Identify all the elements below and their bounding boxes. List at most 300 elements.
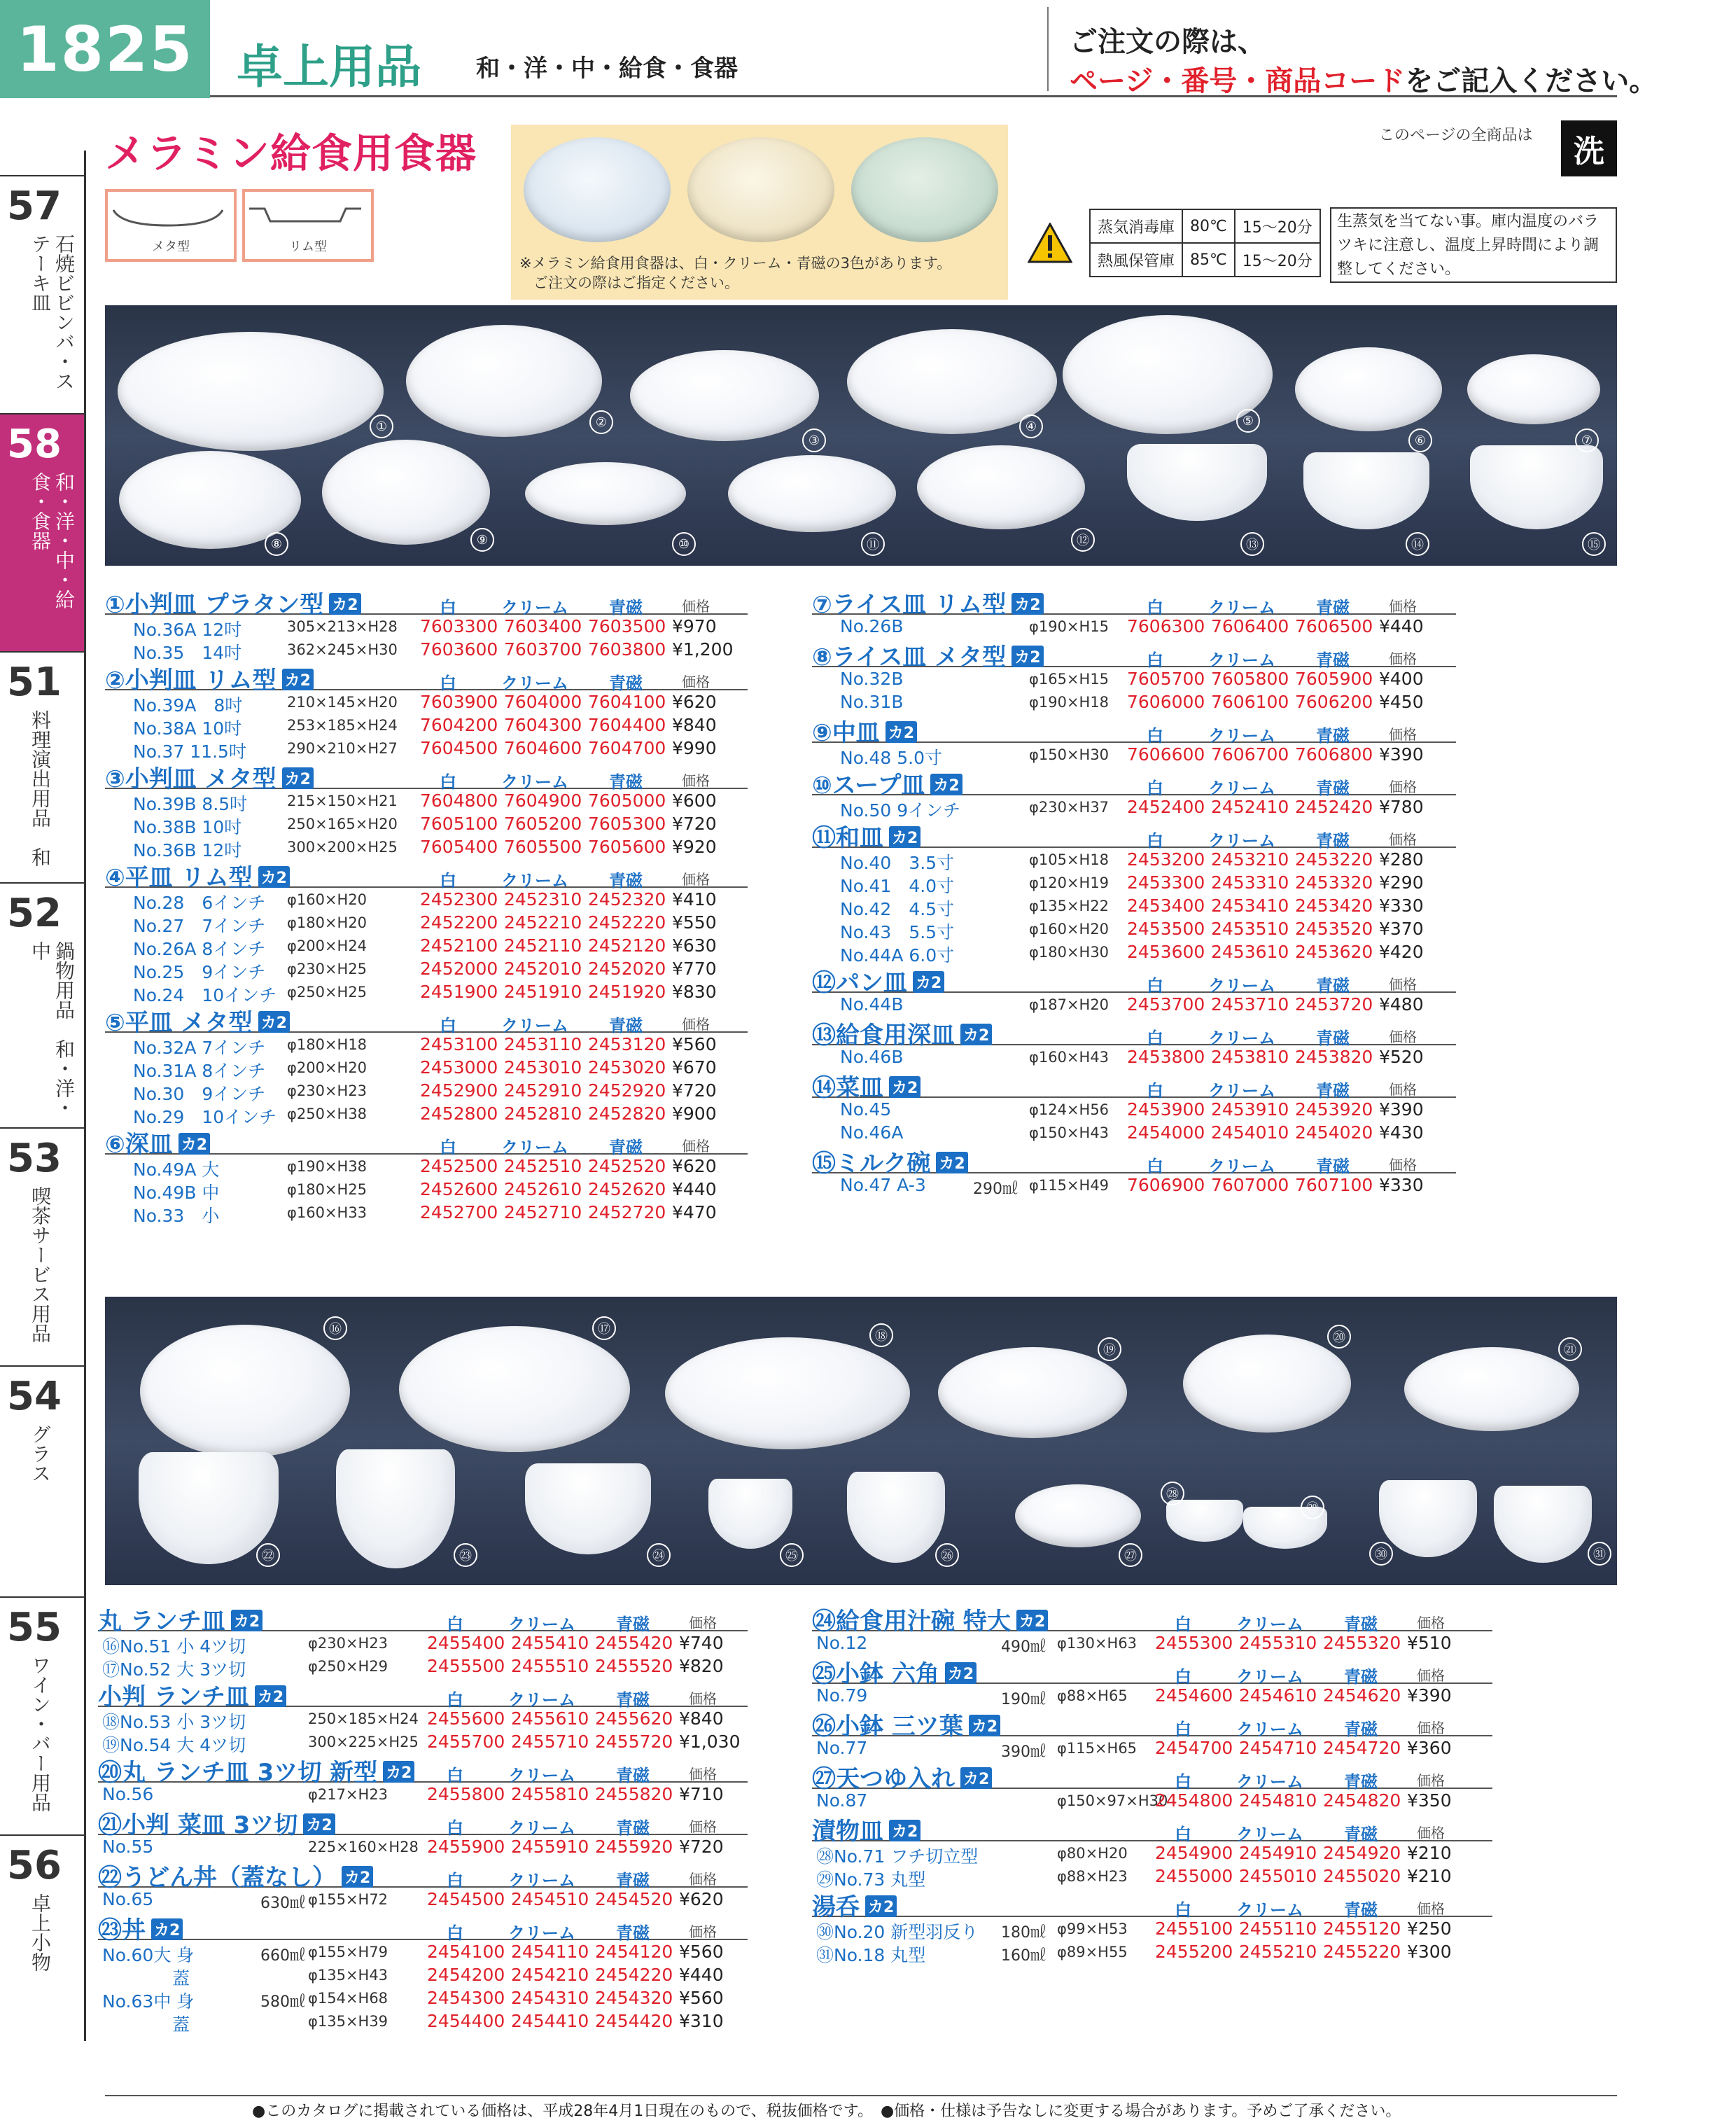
section-title: ①小判皿 プラタン型 カ2 bbox=[105, 585, 361, 620]
sidebar-tab-label: 和・洋・中・給食・食器 bbox=[29, 472, 76, 609]
code-cream: 7606400 bbox=[1211, 616, 1289, 636]
col-cream-header: クリーム bbox=[501, 871, 568, 891]
code-celadon: 2454120 bbox=[595, 1942, 673, 1962]
material-badge: カ2 bbox=[329, 593, 360, 615]
col-celadon-header: 青磁 bbox=[1316, 831, 1350, 851]
code-white: 2452200 bbox=[420, 912, 498, 933]
code-celadon: 7605900 bbox=[1295, 669, 1373, 689]
product-row bbox=[812, 1684, 1492, 1707]
code-celadon: 2455020 bbox=[1323, 1866, 1401, 1886]
col-price-header: 価格 bbox=[1389, 1029, 1417, 1045]
price: ¥840 bbox=[672, 715, 717, 735]
code-cream: 2454610 bbox=[1239, 1685, 1317, 1706]
product-dimensions: φ135×H22 bbox=[1029, 898, 1110, 914]
price: ¥420 bbox=[1379, 942, 1424, 962]
product-row bbox=[812, 1045, 1456, 1068]
bowl-photo bbox=[1127, 444, 1267, 521]
col-white-header: 白 bbox=[1175, 1615, 1191, 1634]
product-row bbox=[812, 940, 1456, 966]
product-number: No.25 9インチ bbox=[133, 962, 266, 982]
code-white: 2455100 bbox=[1155, 1918, 1233, 1939]
col-price-header: 価格 bbox=[1389, 831, 1417, 848]
col-white-header: 白 bbox=[1147, 726, 1163, 746]
photo-number: ⑦ bbox=[1575, 429, 1599, 452]
price: ¥520 bbox=[1379, 1047, 1424, 1067]
product-number: No.87 bbox=[816, 1790, 868, 1811]
section-title: ⑧ライス皿 メタ型 カ2 bbox=[812, 638, 1044, 672]
meta-type-label: メタ型 bbox=[152, 239, 190, 254]
col-cream-header: クリーム bbox=[1208, 831, 1275, 851]
sidebar-tab-number: 54 bbox=[7, 1374, 62, 1419]
section-header bbox=[812, 1888, 1492, 1921]
code-celadon: 2455420 bbox=[595, 1633, 673, 1653]
col-price-header: 価格 bbox=[689, 1690, 717, 1707]
photo-number: ㉘ bbox=[1161, 1482, 1184, 1505]
section-title: ㉓丼 カ2 bbox=[98, 1911, 183, 1945]
price: ¥470 bbox=[672, 1202, 717, 1222]
code-white: 2454500 bbox=[427, 1889, 505, 1909]
code-celadon: 2452520 bbox=[588, 1156, 666, 1176]
col-celadon-header: 青磁 bbox=[1316, 1029, 1350, 1048]
col-cream-header: クリーム bbox=[1236, 1900, 1303, 1920]
code-celadon: 2454520 bbox=[595, 1889, 673, 1909]
code-celadon: 7604400 bbox=[588, 715, 666, 735]
product-dimensions: φ180×H25 bbox=[287, 1181, 368, 1198]
bowl-photo bbox=[1494, 1486, 1592, 1563]
product-dimensions: φ135×H43 bbox=[308, 1967, 388, 1984]
rim-type-diagram bbox=[242, 189, 374, 262]
code-white: 2453900 bbox=[1127, 1099, 1205, 1120]
col-celadon-header: 青磁 bbox=[609, 598, 643, 618]
col-cream-header: クリーム bbox=[1208, 779, 1275, 798]
sidebar-tab-number: 56 bbox=[7, 1843, 62, 1888]
product-number: No.40 3.5寸 bbox=[840, 853, 955, 873]
price: ¥250 bbox=[1407, 1918, 1452, 1939]
material-badge: カ2 bbox=[383, 1761, 414, 1783]
col-celadon-header: 青磁 bbox=[1316, 726, 1350, 746]
section-title: 漬物皿 カ2 bbox=[812, 1812, 920, 1846]
section-header bbox=[812, 1602, 1492, 1636]
order-notice-line2 bbox=[1070, 59, 1657, 99]
code-white: 7606600 bbox=[1127, 744, 1205, 765]
code-white: 7605100 bbox=[420, 814, 498, 834]
col-cream-header: クリーム bbox=[1236, 1720, 1303, 1739]
photo-number: ㉛ bbox=[1588, 1542, 1611, 1566]
product-dimensions: φ160×H20 bbox=[1029, 921, 1110, 938]
material-badge: カ2 bbox=[886, 721, 917, 743]
product-dimensions: φ230×H23 bbox=[287, 1082, 368, 1099]
price: ¥560 bbox=[679, 1942, 724, 1962]
code-white: 7603900 bbox=[420, 692, 498, 712]
material-badge: カ2 bbox=[1016, 1610, 1048, 1631]
product-row bbox=[812, 1098, 1456, 1121]
col-celadon-header: 青磁 bbox=[616, 1818, 650, 1838]
code-celadon: 2455720 bbox=[595, 1732, 673, 1752]
price: ¥1,030 bbox=[679, 1732, 741, 1752]
care-name: 蒸気消毒庫 bbox=[1090, 209, 1182, 243]
product-row bbox=[105, 1102, 748, 1125]
product-volume: 630㎖ bbox=[260, 1895, 305, 1912]
code-celadon: 7605600 bbox=[588, 837, 666, 857]
product-dimensions: φ155×H79 bbox=[308, 1944, 388, 1960]
code-cream: 2452910 bbox=[504, 1080, 582, 1101]
code-celadon: 2453920 bbox=[1295, 1099, 1373, 1120]
price: ¥210 bbox=[1407, 1866, 1452, 1886]
product-number: No.26B bbox=[840, 616, 904, 636]
section-title: ⑫パン皿 カ2 bbox=[812, 963, 944, 998]
col-cream-header: クリーム bbox=[1208, 598, 1275, 618]
code-white: 7604500 bbox=[420, 738, 498, 758]
color-note bbox=[519, 253, 951, 293]
product-dimensions: φ180×H20 bbox=[287, 914, 368, 931]
price: ¥350 bbox=[1407, 1790, 1452, 1811]
code-white: 2451900 bbox=[420, 982, 498, 1002]
material-badge: カ2 bbox=[960, 1024, 992, 1045]
product-dimensions: φ230×H25 bbox=[287, 961, 368, 977]
price: ¥440 bbox=[672, 1179, 717, 1199]
product-row bbox=[812, 848, 1456, 871]
section-header bbox=[812, 1812, 1492, 1846]
section-header bbox=[812, 963, 1456, 997]
code-celadon: 2455820 bbox=[595, 1784, 673, 1804]
product-number: ⑲No.54 大 4ツ切 bbox=[102, 1735, 246, 1755]
product-number: ㉛No.18 丸型 bbox=[816, 1945, 926, 1965]
sidebar-tab-label: ワイン・バー用品 bbox=[29, 1655, 52, 1812]
care-time: 15〜20分 bbox=[1235, 243, 1320, 277]
sidebar-tab-label: 料理演出用品 和 bbox=[29, 710, 52, 867]
col-white-header: 白 bbox=[1175, 1667, 1191, 1687]
product-row bbox=[105, 934, 748, 957]
code-cream: 7605200 bbox=[504, 814, 582, 834]
code-white: 2454600 bbox=[1155, 1685, 1233, 1706]
code-celadon: 2455620 bbox=[595, 1708, 673, 1729]
col-white-header: 白 bbox=[447, 1690, 463, 1710]
section-header bbox=[98, 1806, 748, 1839]
code-white: 7606300 bbox=[1127, 616, 1205, 636]
material-badge: カ2 bbox=[960, 1767, 992, 1789]
photo-number: ⑱ bbox=[869, 1323, 893, 1347]
code-celadon: 2455220 bbox=[1323, 1942, 1401, 1962]
product-volume: 660㎖ bbox=[260, 1947, 305, 1965]
product-row bbox=[812, 795, 1456, 821]
col-white-header: 白 bbox=[1175, 1772, 1191, 1792]
code-white: 2453800 bbox=[1127, 1047, 1205, 1067]
price: ¥330 bbox=[1379, 896, 1424, 916]
material-badge: カ2 bbox=[969, 1715, 1000, 1736]
product-number: No.49A 大 bbox=[133, 1159, 220, 1180]
product-dimensions: φ89×H55 bbox=[1057, 1944, 1128, 1960]
product-number: No.32A 7インチ bbox=[133, 1038, 266, 1058]
code-cream: 7606700 bbox=[1211, 744, 1289, 765]
material-badge: カ2 bbox=[865, 1895, 897, 1917]
dish-photo bbox=[525, 462, 686, 525]
lunch-plate-photo bbox=[140, 1325, 350, 1458]
product-row bbox=[812, 1865, 1492, 1888]
product-number: No.31A 8インチ bbox=[133, 1061, 266, 1081]
product-number: No.39A 8吋 bbox=[133, 695, 243, 716]
code-celadon: 2454320 bbox=[595, 1988, 673, 2008]
col-cream-header: クリーム bbox=[1208, 1029, 1275, 1048]
col-price-header: 価格 bbox=[682, 1138, 710, 1155]
price: ¥710 bbox=[679, 1784, 724, 1804]
code-white: 2453300 bbox=[1127, 872, 1205, 893]
code-celadon: 2455920 bbox=[595, 1837, 673, 1857]
cream-bowl-sample bbox=[687, 137, 834, 242]
col-celadon-header: 青磁 bbox=[1344, 1900, 1378, 1920]
col-cream-header: クリーム bbox=[1208, 976, 1275, 996]
code-cream: 7604600 bbox=[504, 738, 582, 758]
product-number: No.12 bbox=[816, 1633, 868, 1653]
price: ¥480 bbox=[1379, 994, 1424, 1015]
photo-number: ㉔ bbox=[647, 1543, 671, 1567]
product-volume: 490㎖ bbox=[1001, 1638, 1046, 1656]
section-title: ⑬給食用深皿 カ2 bbox=[812, 1016, 992, 1050]
product-dimensions: φ124×H56 bbox=[1029, 1101, 1110, 1118]
product-dimensions: φ115×H65 bbox=[1057, 1740, 1138, 1757]
code-cream: 2455810 bbox=[511, 1784, 589, 1804]
photo-number: ⑫ bbox=[1071, 528, 1095, 552]
product-number: No.42 4.5寸 bbox=[840, 899, 955, 919]
product-row bbox=[98, 1631, 748, 1657]
code-celadon: 2454620 bbox=[1323, 1685, 1401, 1706]
col-price-header: 価格 bbox=[682, 598, 710, 615]
product-volume: 580㎖ bbox=[260, 1993, 305, 2011]
listing-right bbox=[812, 585, 1456, 1197]
product-row bbox=[812, 1789, 1492, 1812]
col-cream-header: クリーム bbox=[508, 1615, 575, 1634]
code-celadon: 2453220 bbox=[1295, 849, 1373, 870]
col-cream-header: クリーム bbox=[1236, 1825, 1303, 1844]
col-celadon-header: 青磁 bbox=[616, 1690, 650, 1710]
product-number: ㉚No.20 新型羽反り bbox=[816, 1922, 979, 1942]
care-name: 熱風保管庫 bbox=[1090, 243, 1182, 277]
price: ¥1,200 bbox=[672, 639, 734, 660]
product-number: No.29 10インチ bbox=[133, 1107, 277, 1127]
price: ¥430 bbox=[1379, 1122, 1424, 1143]
product-dimensions: φ200×H20 bbox=[287, 1059, 368, 1076]
product-row bbox=[812, 917, 1456, 940]
code-celadon: 2453420 bbox=[1295, 896, 1373, 916]
col-price-header: 価格 bbox=[1389, 598, 1417, 615]
code-celadon: 2452920 bbox=[588, 1080, 666, 1101]
product-dimensions: φ150×H43 bbox=[1029, 1124, 1110, 1141]
product-number: No.55 bbox=[102, 1837, 154, 1857]
product-dimensions: φ250×H25 bbox=[287, 984, 368, 1001]
product-photo-1 bbox=[105, 305, 1617, 566]
col-white-header: 白 bbox=[1175, 1720, 1191, 1739]
care-row bbox=[1090, 209, 1320, 243]
product-row bbox=[812, 1173, 1456, 1197]
sidebar-tab bbox=[0, 882, 84, 1129]
product-number: No.30 9インチ bbox=[133, 1084, 266, 1104]
product-volume: 180㎖ bbox=[1001, 1924, 1046, 1942]
product-row bbox=[105, 812, 748, 835]
product-row bbox=[105, 713, 748, 737]
col-cream-header: クリーム bbox=[1236, 1667, 1303, 1687]
col-celadon-header: 青磁 bbox=[609, 1016, 643, 1036]
col-cream-header: クリーム bbox=[1208, 726, 1275, 746]
code-cream: 2451910 bbox=[504, 982, 582, 1002]
product-number: No.44B bbox=[840, 994, 904, 1015]
col-cream-header: クリーム bbox=[501, 1138, 568, 1157]
code-celadon: 2451920 bbox=[588, 982, 666, 1002]
photo-number: ⑬ bbox=[1240, 532, 1264, 556]
photo-number: ⑪ bbox=[861, 532, 885, 556]
code-cream: 2453010 bbox=[504, 1057, 582, 1078]
col-price-header: 価格 bbox=[1417, 1667, 1445, 1684]
col-cream-header: クリーム bbox=[508, 1690, 575, 1710]
code-white: 2453200 bbox=[1127, 849, 1205, 870]
page-subtitle: 和・洋・中・給食・食器 bbox=[476, 55, 738, 83]
product-number: No.31B bbox=[840, 692, 904, 712]
product-dimensions: φ88×H65 bbox=[1057, 1687, 1128, 1704]
photo-number: ⑰ bbox=[592, 1316, 616, 1340]
col-celadon-header: 青磁 bbox=[1316, 976, 1350, 996]
product-number: No.47 A-3 bbox=[840, 1175, 926, 1195]
price: ¥600 bbox=[672, 790, 717, 811]
section-title: 小判 ランチ皿 カ2 bbox=[98, 1678, 286, 1712]
product-row bbox=[105, 1079, 748, 1102]
col-cream-header: クリーム bbox=[508, 1871, 575, 1890]
code-white: 2453600 bbox=[1127, 942, 1205, 962]
section-title: ㉕小鉢 六角 カ2 bbox=[812, 1654, 976, 1689]
code-white: 7604800 bbox=[420, 790, 498, 811]
product-row bbox=[105, 888, 748, 911]
col-price-header: 価格 bbox=[689, 1871, 717, 1888]
col-celadon-header: 青磁 bbox=[1316, 779, 1350, 798]
code-cream: 2452410 bbox=[1211, 797, 1289, 817]
product-dimensions: φ160×H43 bbox=[1029, 1049, 1110, 1066]
code-celadon: 2453320 bbox=[1295, 872, 1373, 893]
col-celadon-header: 青磁 bbox=[1316, 650, 1350, 670]
code-white: 2453500 bbox=[1127, 919, 1205, 939]
section-header bbox=[812, 1707, 1492, 1741]
code-white: 2452100 bbox=[420, 935, 498, 956]
code-cream: 2452710 bbox=[504, 1202, 582, 1222]
lunch-plate-photo bbox=[1183, 1335, 1351, 1433]
col-cream-header: クリーム bbox=[508, 1923, 575, 1943]
bowl-photo bbox=[336, 1449, 455, 1568]
section-title: ⑨中皿 カ2 bbox=[812, 713, 917, 748]
price: ¥970 bbox=[672, 616, 717, 636]
col-price-header: 価格 bbox=[689, 1818, 717, 1835]
product-dimensions: φ154×H68 bbox=[308, 1990, 388, 2007]
product-number: ⑱No.53 小 3ツ切 bbox=[102, 1712, 246, 1732]
photo-number: ㉕ bbox=[780, 1543, 804, 1567]
col-white-header: 白 bbox=[447, 1871, 463, 1890]
product-number: 蓋 bbox=[102, 2014, 190, 2035]
price: ¥440 bbox=[679, 1965, 724, 1985]
rim-plate-icon bbox=[245, 196, 365, 238]
code-white: 2452800 bbox=[420, 1103, 498, 1124]
material-badge: カ2 bbox=[1011, 646, 1043, 667]
code-celadon: 2455520 bbox=[595, 1656, 673, 1676]
product-dimensions: 250×165×H20 bbox=[287, 816, 398, 832]
photo-number: ㉓ bbox=[454, 1543, 477, 1567]
product-number: No.36A 12吋 bbox=[133, 620, 242, 640]
product-dimensions: φ217×H23 bbox=[308, 1786, 388, 1803]
code-white: 2454300 bbox=[427, 1988, 505, 2008]
price: ¥920 bbox=[672, 837, 717, 857]
listing-right-2 bbox=[812, 1602, 1492, 1963]
col-white-header: 白 bbox=[1175, 1825, 1191, 1844]
material-badge: カ2 bbox=[889, 1820, 920, 1841]
section-title: ㉗天つゆ入れ カ2 bbox=[812, 1760, 992, 1794]
material-badge: カ2 bbox=[282, 669, 314, 690]
section-header bbox=[812, 638, 1456, 671]
col-celadon-header: 青磁 bbox=[609, 871, 643, 891]
section-title: ⑤平皿 メタ型 カ2 bbox=[105, 1003, 290, 1038]
code-white: 2455900 bbox=[427, 1837, 505, 1857]
photo-number: ② bbox=[589, 410, 613, 434]
section-title: ⑪和皿 カ2 bbox=[812, 818, 920, 853]
photo-number: ⑯ bbox=[323, 1316, 347, 1340]
col-white-header: 白 bbox=[1147, 1157, 1163, 1176]
product-row bbox=[105, 1155, 748, 1178]
product-dimensions: 210×145×H20 bbox=[287, 694, 398, 711]
code-celadon: 2453820 bbox=[1295, 1047, 1373, 1067]
code-cream: 2453410 bbox=[1211, 896, 1289, 916]
bowl-photo bbox=[847, 1472, 945, 1563]
col-celadon-header: 青磁 bbox=[616, 1766, 650, 1785]
code-white: 2454700 bbox=[1155, 1738, 1233, 1758]
product-row bbox=[105, 980, 748, 1003]
price: ¥400 bbox=[1379, 669, 1424, 689]
code-celadon: 2452820 bbox=[588, 1103, 666, 1124]
page-title: 卓上用品 bbox=[237, 40, 421, 94]
price: ¥330 bbox=[1379, 1175, 1424, 1195]
product-number: No.24 10インチ bbox=[133, 985, 277, 1005]
care-note: 生蒸気を当てない事。庫内温度のバラツキに注意し、温度上昇時間により調整してください。 bbox=[1330, 207, 1617, 283]
col-price-header: 価格 bbox=[689, 1615, 717, 1631]
sidebar-tab-label: グラス bbox=[29, 1424, 52, 1483]
product-number: No.46B bbox=[840, 1047, 904, 1067]
code-celadon: 2454820 bbox=[1323, 1790, 1401, 1811]
dish-photo bbox=[728, 455, 896, 532]
section-title: ⑭菜皿 カ2 bbox=[812, 1068, 920, 1103]
col-cream-header: クリーム bbox=[1236, 1615, 1303, 1634]
section-title: 湯呑 カ2 bbox=[812, 1888, 897, 1922]
code-cream: 2454710 bbox=[1239, 1738, 1317, 1758]
price: ¥740 bbox=[679, 1633, 724, 1653]
section-header bbox=[98, 1858, 748, 1892]
code-celadon: 7603500 bbox=[588, 616, 666, 636]
material-badge: カ2 bbox=[303, 1813, 335, 1835]
code-cream: 2455610 bbox=[511, 1708, 589, 1729]
code-celadon: 7603800 bbox=[588, 639, 666, 660]
product-row bbox=[812, 1841, 1492, 1865]
product-dimensions: φ130×H63 bbox=[1057, 1635, 1138, 1652]
product-number: ㉘No.71 フチ切立型 bbox=[816, 1846, 979, 1867]
price: ¥280 bbox=[1379, 849, 1424, 870]
section-header bbox=[105, 1003, 748, 1037]
product-row bbox=[812, 1631, 1492, 1654]
code-cream: 2453210 bbox=[1211, 849, 1289, 870]
code-white: 2454800 bbox=[1155, 1790, 1233, 1811]
col-white-header: 白 bbox=[1147, 779, 1163, 798]
product-dimensions: 305×213×H28 bbox=[287, 618, 398, 635]
section-header bbox=[812, 1016, 1456, 1050]
dish-photo bbox=[630, 350, 819, 441]
sidebar-tab bbox=[0, 1834, 84, 2046]
product-row bbox=[105, 690, 748, 716]
code-celadon: 2454220 bbox=[595, 1965, 673, 1985]
footer-note: ●このカタログに掲載されている価格は、平成28年4月1日現在のもので、税抜価格です。 ●価格・仕様は予告なしに変更する場合があります。予めご了承ください。 bbox=[252, 2103, 1401, 2120]
material-badge: カ2 bbox=[342, 1866, 373, 1888]
col-price-header: 価格 bbox=[682, 1016, 710, 1033]
photo-number: ㉑ bbox=[1558, 1337, 1582, 1361]
code-cream: 2453710 bbox=[1211, 994, 1289, 1015]
